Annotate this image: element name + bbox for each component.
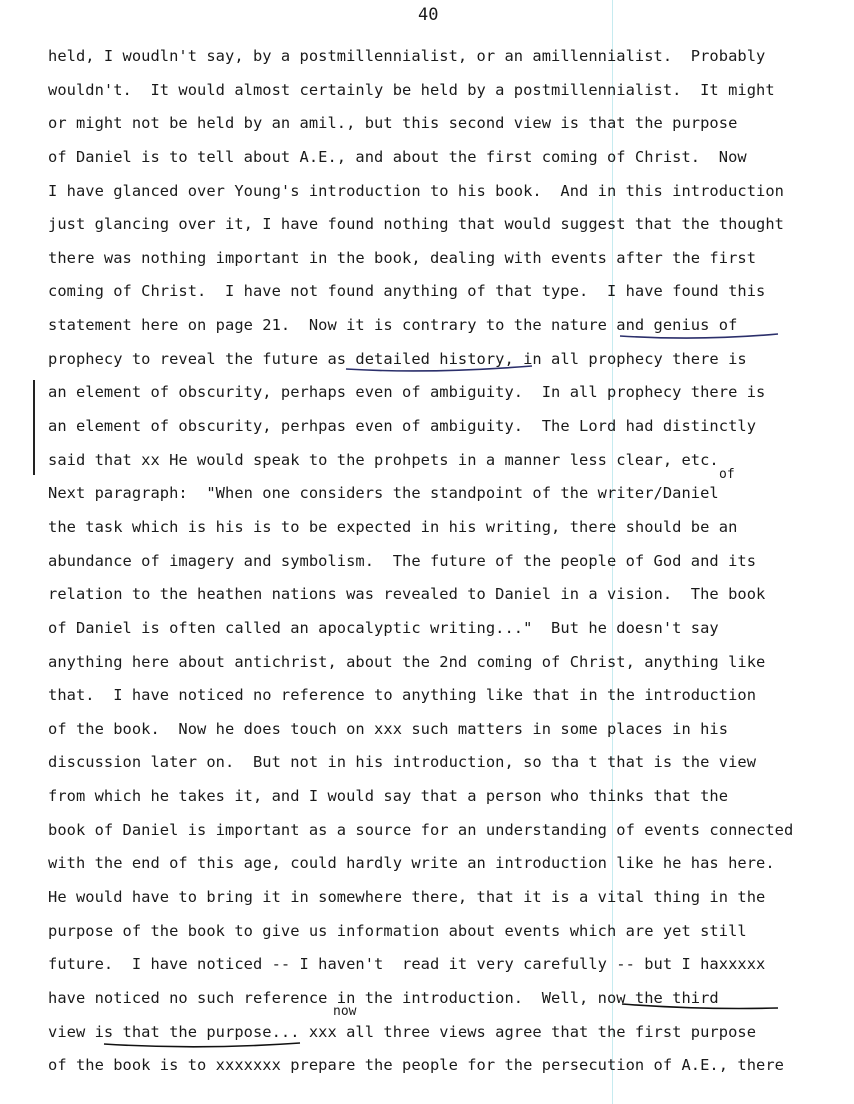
text-line: He would have to bring it in somewhere there, that it is a vital thing in the — [48, 888, 766, 907]
text-line: there was nothing important in the book, dealing with events after the first — [48, 248, 757, 267]
interlinear-insertion: now — [333, 1004, 357, 1019]
text-line: anything here about antichrist, about the 2nd coming of Christ, anything like — [48, 652, 766, 671]
text-line: book of Daniel is important as a source for an understanding of events connected — [48, 820, 794, 839]
text-line: of the book. Now he does touch on xxx such matters in some places in his — [48, 719, 729, 738]
text-line: just glancing over it, I have found nothing that would suggest that the thought — [48, 215, 784, 234]
text-line: of the book is to xxxxxxx prepare the people for the persecution of A.E., there — [48, 1056, 784, 1075]
text-line: that. I have noticed no reference to anything like that in the introduction — [48, 686, 757, 705]
text-line: said that xx He would speak to the prohpets in a manner less clear, etc. — [48, 450, 719, 469]
text-line: wouldn't. It would almost certainly be held by a postmillennialist. It might — [48, 80, 775, 99]
text-line: the task which is his is to be expected in his writing, there should be an — [48, 517, 738, 536]
text-line: from which he takes it, and I would say that a person who thinks that the — [48, 787, 729, 806]
text-line: purpose of the book to give us information about events which are yet still — [48, 921, 747, 940]
text-line: of Daniel is to tell about A.E., and about the first coming of Christ. Now — [48, 147, 747, 166]
text-line: an element of obscurity, perhaps even of ambiguity. In all prophecy there is — [48, 383, 766, 402]
text-line: Next paragraph: "When one considers the standpoint of the writer/Daniel — [48, 484, 719, 503]
text-line: relation to the heathen nations was revealed to Daniel in a vision. The book — [48, 585, 766, 604]
text-line: coming of Christ. I have not found anything of that type. I have found this — [48, 282, 766, 301]
text-line: of Daniel is often called an apocalyptic writing..." But he doesn't say — [48, 618, 719, 637]
text-line: or might not be held by an amil., but this second view is that the purpose — [48, 114, 738, 133]
text-line: abundance of imagery and symbolism. The future of the people of God and its — [48, 551, 757, 570]
text-line: have noticed no such reference in the introduction. Well, now the third — [48, 988, 719, 1007]
text-line: an element of obscurity, perhpas even of ambiguity. The Lord had distinctly — [48, 417, 757, 436]
text-line: with the end of this age, could hardly write an introduction like he has here. — [48, 854, 775, 873]
text-line: held, I woudln't say, by a postmillennialist, or an amillennialist. Probably — [48, 47, 766, 65]
text-line: prophecy to reveal the future as detailed history, in all prophecy there is — [48, 349, 747, 368]
interlinear-insertion: of — [719, 467, 735, 482]
text-line: statement here on page 21. Now it is contrary to the nature and genius of — [48, 316, 738, 335]
text-line: view is that the purpose... xxx all three views agree that the first purpose — [48, 1022, 757, 1041]
page-number: 40 — [418, 5, 439, 25]
text-line: I have glanced over Young's introduction to his book. And in this introduction — [48, 181, 784, 200]
text-line: discussion later on. But not in his introduction, so tha t that is the view — [48, 753, 757, 772]
text-line: future. I have noticed -- I haven't read it very carefully -- but I haxxxxx — [48, 955, 766, 974]
